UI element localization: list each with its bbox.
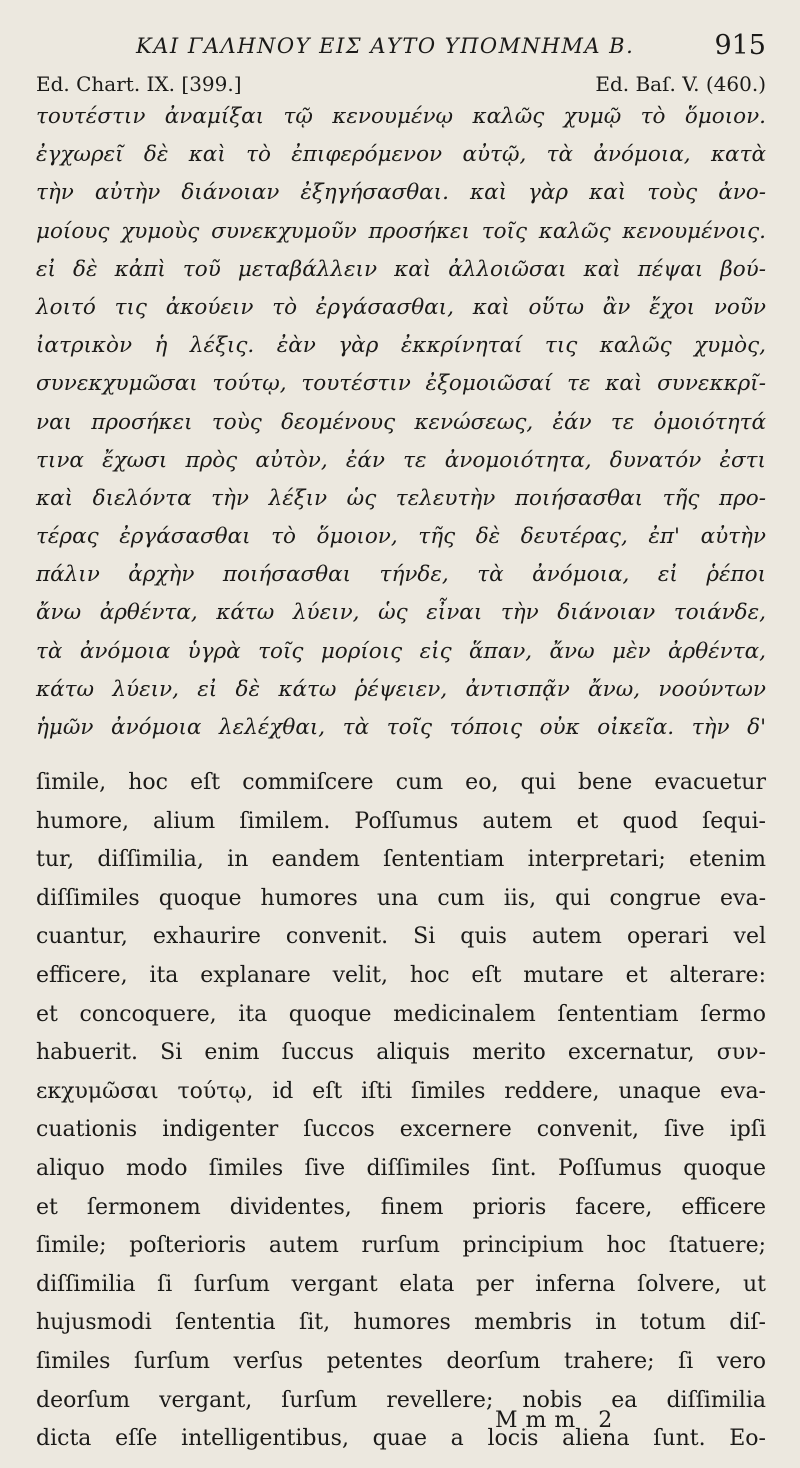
- latin-text-line: et ſermonem dividentes, finem prioris facere, efficere: [36, 1194, 766, 1220]
- greek-text-line: καὶ διελόντα τὴν λέξιν ὡς τελευτὴν ποιήσασθαι τῆς προ-: [36, 485, 766, 511]
- latin-text-line: efficere, ita explanare velit, hoc eſt mutare et alterare:: [36, 962, 766, 988]
- latin-text-line: humore, alium ſimilem. Poſſumus autem et quod ſequi-: [36, 808, 766, 834]
- page-number: 915: [714, 30, 766, 61]
- greek-text-line: τινα ἔχωσι πρὸς αὐτὸν, ἐάν τε ἀνομοιότητα, δυνατόν ἐστι: [36, 447, 766, 473]
- greek-text-line: ἐγχωρεῖ δὲ καὶ τὸ ἐπιφερόμενον αὐτῷ, τὰ ἀνόμοια, κατὰ: [36, 142, 766, 168]
- latin-text-line: ſimile, hoc eſt commiſcere cum eo, qui bene evacuetur: [36, 770, 766, 795]
- greek-text-line: λοιτό τις ἀκούειν τὸ ἐργάσασθαι, καὶ οὕτω ἂν ἔχοι νοῦν: [36, 294, 766, 320]
- latin-text-block: [36, 764, 766, 1459]
- latin-text-line: dicta eſſe intelligentibus, quae a locis aliena ſunt. Eo-: [36, 1426, 766, 1452]
- greek-text-line: ἄνω ἀρθέντα, κάτω λύειν, ὡς εἶναι τὴν διάνοιαν τοιάνδε,: [36, 600, 766, 626]
- greek-text-line: τὴν αὐτὴν διάνοιαν ἐξηγήσασθαι. καὶ γὰρ καὶ τοὺς ἀνο-: [36, 180, 766, 206]
- latin-text-line: εκχυμῶσαι τούτῳ, id eſt iſti ſimiles reddere, unaque eva-: [36, 1078, 766, 1104]
- latin-text-line: tur, diſſimilia, in eandem ſententiam interpretari; etenim: [36, 847, 766, 873]
- running-title: ΚΑΙ ΓΑΛΗΝΟΥ ΕΙΣ ΑΥΤΟ ΥΠΟΜΝΗΜΑ Β.: [136, 34, 635, 58]
- latin-text-line: habuerit. Si enim ſuccus aliquis merito excernatur, συν-: [36, 1040, 766, 1066]
- edition-reference-line: [36, 72, 766, 100]
- greek-text-line: μοίους χυμοὺς συνεκχυμοῦν προσήκει τοῖς καλῶς κενουμένοις.: [36, 218, 766, 244]
- greek-text-line: τουτέστιν ἀναμίξαι τῷ κενουμένῳ καλῶς χυμῷ τὸ ὅμοιον.: [36, 104, 766, 129]
- latin-text-line: cuationis indigenter ſuccos excernere convenit, ſive ipſi: [36, 1117, 766, 1143]
- latin-text-line: ſimiles ſurſum verſus petentes deorſum trahere; ſi vero: [36, 1348, 766, 1374]
- latin-text-line: diſſimilia ſi ſurſum vergant elata per inferna ſolvere, ut: [36, 1271, 766, 1297]
- greek-text-line: εἰ δὲ κἀπὶ τοῦ μεταβάλλειν καὶ ἀλλοιῶσαι καὶ πέψαι βού-: [36, 256, 766, 282]
- latin-text-line: ſimile; poſterioris autem rurſum principium hoc ſtatuere;: [36, 1233, 766, 1259]
- greek-text-line: ναι προσήκει τοὺς δεομένους κενώσεως, ἐάν τε ὁμοιότητά: [36, 409, 766, 435]
- greek-text-line: συνεκχυμῶσαι τούτῳ, τουτέστιν ἐξομοιῶσαί τε καὶ συνεκκρῖ-: [36, 371, 766, 397]
- greek-text-block: [36, 98, 766, 747]
- printer-signature: Mmm 2: [495, 1408, 621, 1433]
- latin-text-line: deorſum vergant, ſurſum revellere; nobis ea diſſimilia: [36, 1387, 766, 1413]
- latin-text-line: et concoquere, ita quoque medicinalem ſententiam ſermo: [36, 1001, 766, 1027]
- greek-text-line: ἰατρικὸν ἡ λέξις. ἐὰν γὰρ ἐκκρίνηταί τις καλῶς χυμὸς,: [36, 333, 766, 359]
- greek-text-line: ἡμῶν ἀνόμοια λελέχθαι, τὰ τοῖς τόποις οὐκ οἰκεῖα. τὴν δ': [36, 715, 766, 740]
- edition-chart-reference: Ed. Chart. IX. [399.]: [36, 72, 242, 96]
- greek-text-line: τέρας ἐργάσασθαι τὸ ὅμοιον, τῆς δὲ δευτέρας, ἐπ' αὐτὴν: [36, 524, 766, 550]
- greek-text-line: κάτω λύειν, εἰ δὲ κάτω ῥέψειεν, ἀντισπᾷν ἄνω, νοούντων: [36, 676, 766, 702]
- latin-text-line: hujusmodi ſententia ſit, humores membris in totum diſ-: [36, 1310, 766, 1336]
- greek-text-line: τὰ ἀνόμοια ὑγρὰ τοῖς μορίοις εἰς ἅπαν, ἄνω μὲν ἀρθέντα,: [36, 638, 766, 664]
- edition-basel-reference: Ed. Baſ. V. (460.): [595, 72, 766, 96]
- latin-text-line: diſſimiles quoque humores una cum iis, qui congrue eva-: [36, 885, 766, 911]
- latin-text-line: aliquo modo ſimiles ſive diſſimiles ſint. Poſſumus quoque: [36, 1155, 766, 1181]
- latin-text-line: cuantur, exhaurire convenit. Si quis autem operari vel: [36, 924, 766, 950]
- running-head: [36, 30, 766, 64]
- greek-text-line: πάλιν ἀρχὴν ποιήσασθαι τήνδε, τὰ ἀνόμοια, εἰ ῥέποι: [36, 562, 766, 588]
